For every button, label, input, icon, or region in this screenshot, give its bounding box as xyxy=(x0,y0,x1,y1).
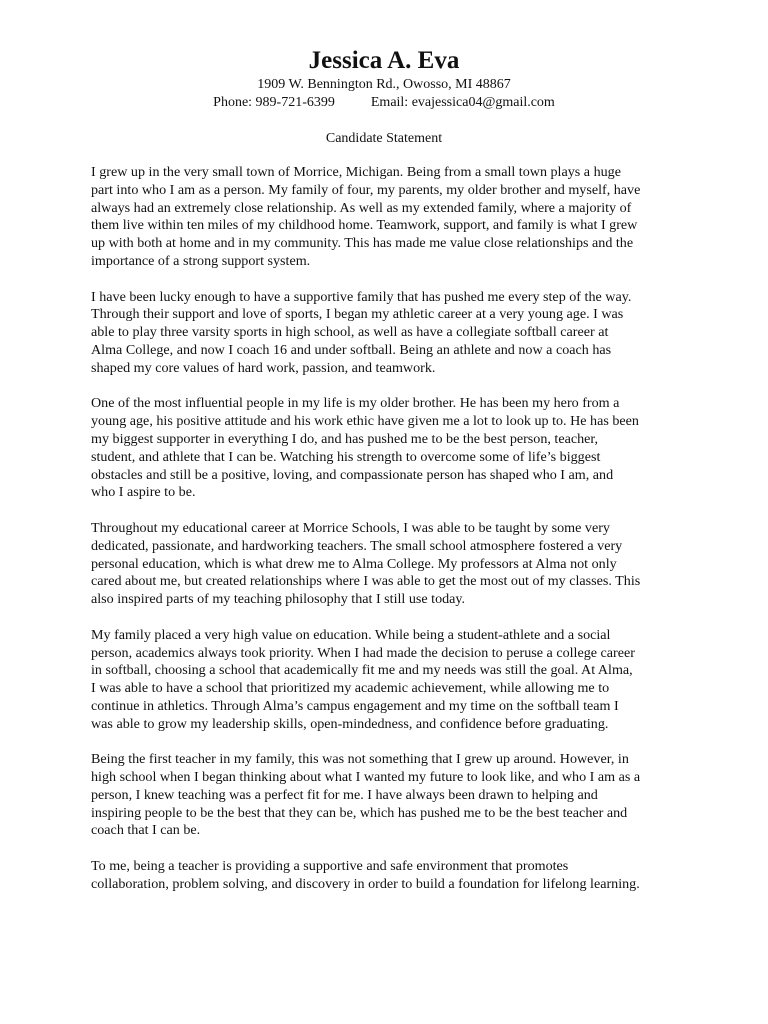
text-line: person, academics always took priority. When I had made the decision to peruse a college career xyxy=(91,644,635,661)
contact-line xyxy=(0,94,768,112)
text-line: was able to grow my leadership skills, open-mindedness, and confidence before graduating. xyxy=(91,715,609,732)
text-line: importance of a strong support system. xyxy=(91,252,311,269)
text-line: who I aspire to be. xyxy=(91,484,196,501)
text-line: also inspired parts of my teaching philosophy that I still use today. xyxy=(91,591,466,608)
text-line: I grew up in the very small town of Morrice, Michigan. Being from a small town plays a huge xyxy=(91,164,621,180)
text-line: My family placed a very high value on education. While being a student-athlete and a social xyxy=(91,626,611,643)
text-line: Through their support and love of sports, I began my athletic career at a very young age. I was xyxy=(91,306,624,323)
email-address: Email: evajessica04@gmail.com xyxy=(370,95,555,110)
text-line: Being the first teacher in my family, this was not something that I grew up around. However, in xyxy=(91,751,629,768)
text-line: them live within ten miles of my childhood home. Teamwork, support, and family is what I grew xyxy=(91,217,638,234)
text-line: person, I knew teaching was a perfect fit for me. I have always been drawn to helping and xyxy=(91,786,598,803)
text-line: my biggest supporter in everything I do, and has pushed me to be the best person, teacher, xyxy=(91,430,599,447)
text-line: personal education, which is what drew me to Alma College. My professors at Alma not only xyxy=(91,555,617,572)
paragraph xyxy=(91,858,681,894)
text-line: collaboration, problem solving, and discovery in order to build a foundation for lifelong learning. xyxy=(91,875,640,892)
text-line: continue in athletics. Through Alma’s campus engagement and my time on the softball team I xyxy=(91,697,619,714)
text-line: I was able to have a school that prioritized my academic achievement, while allowing me to xyxy=(91,680,610,697)
paragraph xyxy=(91,520,681,609)
text-line: student, and athlete that I can be. Watching his strength to overcome some of life’s biggest xyxy=(91,448,601,465)
text-line: To me, being a teacher is providing a supportive and safe environment that promotes xyxy=(91,858,569,875)
text-line: inspiring people to be the best that they can be, which has pushed me to be the best teacher and xyxy=(91,804,628,821)
mailing-address: 1909 W. Bennington Rd., Owosso, MI 48867 xyxy=(257,77,511,92)
text-line: cared about me, but created relationships where I was able to get the most out of my classes. This xyxy=(91,573,641,590)
paragraph xyxy=(91,395,681,502)
phone-number: Phone: 989-721-6399 xyxy=(213,95,335,110)
text-line: in softball, choosing a school that academically fit me and my needs was still the goal. At Alma, xyxy=(91,662,633,679)
text-line: coach that I can be. xyxy=(91,822,201,839)
text-line: part into who I am as a person. My family of four, my parents, my older brother and myself, have xyxy=(91,181,641,198)
candidate-name: Jessica A. Eva xyxy=(308,47,460,74)
text-line: young age, his positive attitude and his work ethic have given me a lot to look up to. He has been xyxy=(91,413,639,430)
text-line: high school when I began thinking about what I wanted my future to look like, and who I am as a xyxy=(91,769,641,786)
text-line: Alma College, and now I coach 16 and under softball. Being an athlete and now a coach has xyxy=(91,341,612,358)
text-line: I have been lucky enough to have a supportive family that has pushed me every step of the way. xyxy=(91,288,632,305)
text-line: up with both at home and in my community. This has made me value close relationships and the xyxy=(91,235,634,252)
text-line: always had an extremely close relationship. As well as my extended family, where a majority of xyxy=(91,199,632,216)
document-title: Candidate Statement xyxy=(325,131,443,146)
paragraph xyxy=(91,289,681,378)
text-line: able to play three varsity sports in high school, as well as have a collegiate softball career at xyxy=(91,324,609,341)
text-line: shaped my core values of hard work, passion, and teamwork. xyxy=(91,359,436,376)
text-line: One of the most influential people in my life is my older brother. He has been my hero from a xyxy=(91,395,620,412)
text-line: dedicated, passionate, and hardworking teachers. The small school atmosphere fostered a very xyxy=(91,537,623,554)
text-line: Throughout my educational career at Morrice Schools, I was able to be taught by some very xyxy=(91,519,610,536)
text-line: obstacles and still be a positive, loving, and compassionate person has shaped who I am, and xyxy=(91,466,614,483)
paragraph xyxy=(91,751,681,840)
paragraph xyxy=(91,164,681,271)
paragraph xyxy=(91,627,681,734)
statement-body xyxy=(91,164,681,911)
